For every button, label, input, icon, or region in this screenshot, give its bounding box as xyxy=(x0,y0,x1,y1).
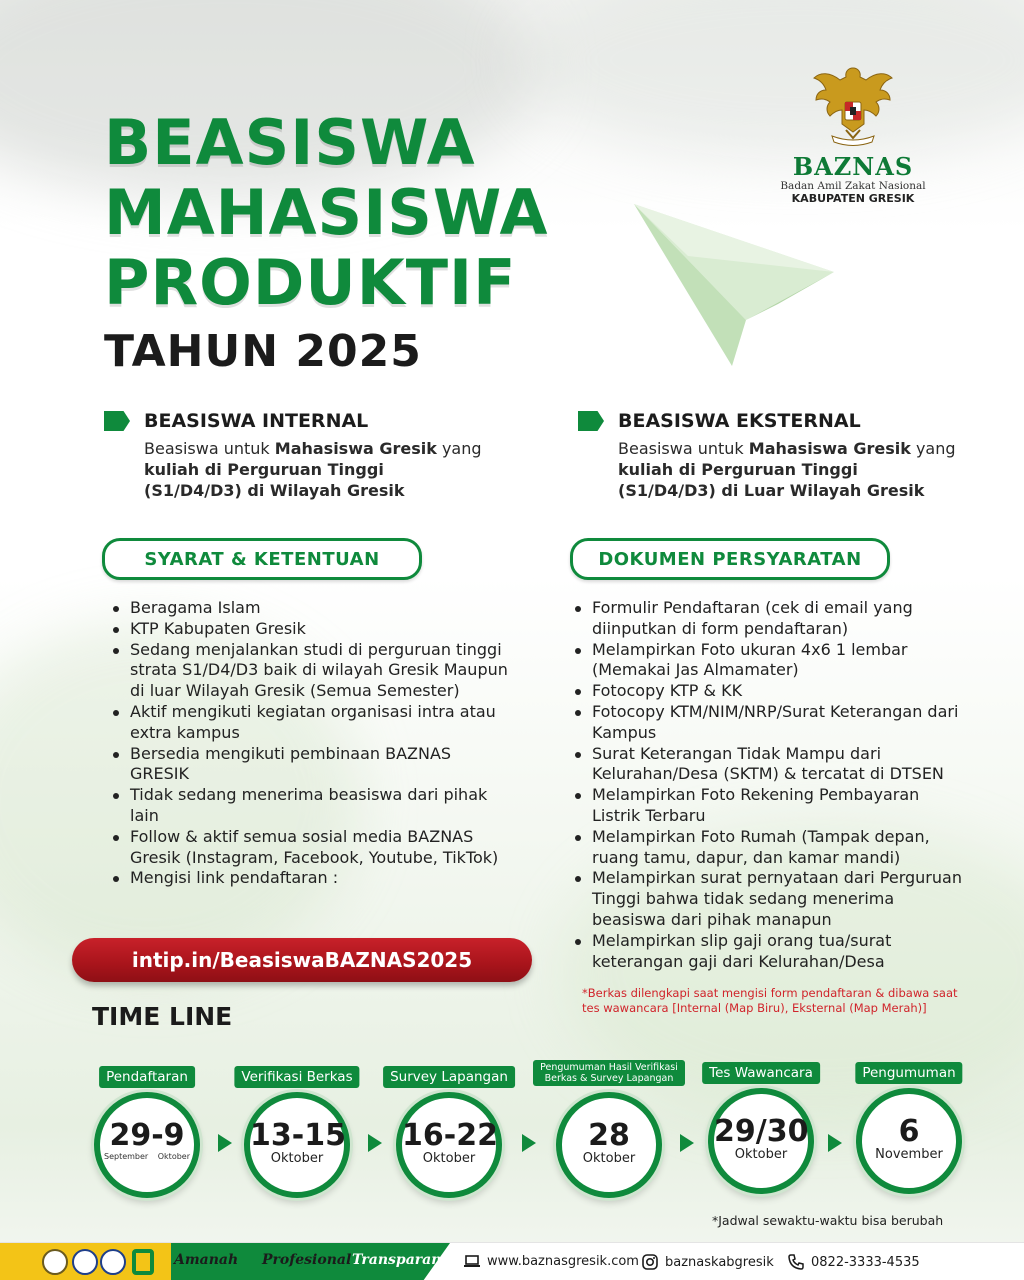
page-title xyxy=(104,108,624,318)
timeline-arrow-icon xyxy=(828,1134,842,1152)
list-item: Fotocopy KTP & KK xyxy=(570,681,970,702)
stage-date: 29-9 xyxy=(109,1118,185,1153)
stage-month: Oktober xyxy=(734,1147,788,1162)
stage-date: 16-22 xyxy=(402,1118,498,1153)
list-item: Melampirkan Foto Rekening Pembayaran Listrik Terbaru xyxy=(570,785,970,827)
dokumen-header: DOKUMEN PERSYARATAN xyxy=(570,538,890,580)
stage-date: 6 xyxy=(898,1114,920,1149)
timeline-stage-verifikasi xyxy=(232,1062,362,1202)
stage-date: 29/30 xyxy=(714,1114,809,1149)
stage-month: November xyxy=(875,1147,943,1162)
stage-month: Oktober xyxy=(270,1151,324,1166)
stage-circle xyxy=(708,1088,814,1194)
registration-link[interactable]: intip.in/BeasiswaBAZNAS2025 xyxy=(72,938,532,982)
website-contact[interactable] xyxy=(464,1254,639,1269)
list-item: Melampirkan surat pernyataan dari Perguruan Tinggi bahwa tidak sedang menerima beasiswa dari pihak manapun xyxy=(570,868,970,930)
list-item: Melampirkan Foto Rumah (Tampak depan, ruang tamu, dapur, dan kamar mandi) xyxy=(570,827,970,869)
instagram-icon xyxy=(642,1254,658,1270)
garuda-emblem-icon xyxy=(810,62,896,152)
list-item: Fotocopy KTM/NIM/NRP/Surat Keterangan dari Kampus xyxy=(570,702,970,744)
stage-circle xyxy=(396,1092,502,1198)
timeline-arrow-icon xyxy=(522,1134,536,1152)
timeline-title: TIME LINE xyxy=(92,1002,233,1031)
syarat-list xyxy=(108,598,508,889)
laptop-icon xyxy=(464,1255,480,1268)
list-item: Tidak sedang menerima beasiswa dari pihak lain xyxy=(108,785,508,827)
instagram-text: baznaskabgresik xyxy=(665,1254,774,1270)
stage-circle xyxy=(244,1092,350,1198)
timeline-stage-survey xyxy=(384,1062,514,1202)
scholarship-internal xyxy=(104,410,482,501)
logo-location: KABUPATEN GRESIK xyxy=(791,192,915,205)
phone-text: 0822-3333-4535 xyxy=(811,1254,920,1270)
timeline-arrow-icon xyxy=(368,1134,382,1152)
footer xyxy=(0,1242,1024,1280)
logo-subtitle: Badan Amil Zakat Nasional xyxy=(780,180,926,192)
title-line: PRODUKTIF xyxy=(104,246,517,319)
stage-label: Pengumuman xyxy=(855,1062,962,1084)
stage-circle xyxy=(856,1088,962,1194)
scholarship-internal-title: BEASISWA INTERNAL xyxy=(144,410,369,432)
motto-profesional: Profesional xyxy=(262,1252,352,1268)
list-item: Aktif mengikuti kegiatan organisasi intra atau extra kampus xyxy=(108,702,508,744)
list-item: Surat Keterangan Tidak Mampu dari Kelurahan/Desa (SKTM) & tercatat di DTSEN xyxy=(570,744,970,786)
title-line: BEASISWA xyxy=(104,106,476,179)
list-item: Melampirkan Foto ukuran 4x6 1 lembar (Memakai Jas Almamater) xyxy=(570,640,970,682)
stage-label: Pendaftaran xyxy=(99,1066,195,1088)
scholarship-internal-desc: Beasiswa untuk Mahasiswa Gresik yang kuliah di Perguruan Tinggi (S1/D4/D3) di Wilayah Gresik xyxy=(144,439,482,500)
list-item: KTP Kabupaten Gresik xyxy=(108,619,508,640)
timeline-arrow-icon xyxy=(680,1134,694,1152)
instagram-contact[interactable] xyxy=(642,1254,774,1270)
tag-icon xyxy=(578,411,604,431)
paper-plane-icon xyxy=(628,196,838,368)
list-item: Bersedia mengikuti pembinaan BAZNAS GRESIK xyxy=(108,744,508,786)
phone-contact[interactable] xyxy=(788,1254,920,1270)
stage-month: Oktober xyxy=(582,1151,636,1166)
logo-name: BAZNAS xyxy=(792,152,914,181)
stage-circle xyxy=(94,1092,200,1198)
title-year: TAHUN 2025 xyxy=(104,326,422,377)
list-item: Mengisi link pendaftaran : xyxy=(108,868,508,889)
stage-label: Pengumuman Hasil Verifikasi Berkas & Survey Lapangan xyxy=(533,1060,685,1086)
certification-badge-icon xyxy=(100,1249,126,1275)
list-item: Sedang menjalankan studi di perguruan tinggi strata S1/D4/D3 baik di wilayah Gresik Maupun di luar Wilayah Gresik (Semua Semester) xyxy=(108,640,508,702)
stage-month-start: September xyxy=(104,1152,149,1161)
dokumen-list xyxy=(570,598,970,972)
stage-month-end: Oktober xyxy=(157,1152,190,1161)
timeline-arrow-icon xyxy=(218,1134,232,1152)
stage-label: Tes Wawancara xyxy=(702,1062,820,1084)
timeline-stage-pengumuman xyxy=(844,1058,974,1198)
website-text: www.baznasgresik.com xyxy=(487,1254,639,1269)
stage-month: Oktober xyxy=(422,1151,476,1166)
stage-label: Verifikasi Berkas xyxy=(234,1066,359,1088)
list-item: Melampirkan slip gaji orang tua/surat keterangan gaji dari Kelurahan/Desa xyxy=(570,931,970,973)
timeline-stage-wawancara xyxy=(696,1058,826,1198)
stage-date: 28 xyxy=(588,1118,630,1153)
scholarship-external-desc: Beasiswa untuk Mahasiswa Gresik yang kuliah di Perguruan Tinggi (S1/D4/D3) di Luar Wilayah Gresik xyxy=(618,439,956,500)
phone-icon xyxy=(788,1254,804,1270)
scholarship-external-title: BEASISWA EKSTERNAL xyxy=(618,410,861,432)
schedule-note: *Jadwal sewaktu-waktu bisa berubah xyxy=(712,1213,944,1228)
documents-note: *Berkas dilengkapi saat mengisi form pendaftaran & dibawa saat tes wawancara [Internal (Map Biru), Eksternal (Map Merah)] xyxy=(582,986,958,1015)
certification-badge-icon xyxy=(72,1249,98,1275)
tag-icon xyxy=(104,411,130,431)
timeline-stage-pengumuman-verifikasi xyxy=(540,1062,678,1202)
scholarship-external xyxy=(578,410,956,501)
list-item: Formulir Pendaftaran (cek di email yang diinputkan di form pendaftaran) xyxy=(570,598,970,640)
stage-date: 13-15 xyxy=(250,1118,346,1153)
list-item: Beragama Islam xyxy=(108,598,508,619)
syarat-header: SYARAT & KETENTUAN xyxy=(102,538,422,580)
title-line: MAHASISWA xyxy=(104,176,549,249)
motto-transparan: Transparan xyxy=(352,1252,442,1268)
stage-label: Survey Lapangan xyxy=(383,1066,515,1088)
stage-circle xyxy=(556,1092,662,1198)
brand-mark-icon xyxy=(132,1249,154,1275)
baznas-logo xyxy=(778,62,928,205)
timeline-stage-pendaftaran xyxy=(82,1062,212,1202)
list-item: Follow & aktif semua sosial media BAZNAS Gresik (Instagram, Facebook, Youtube, TikTok) xyxy=(108,827,508,869)
motto-amanah: Amanah xyxy=(174,1252,239,1268)
certification-badge-icon xyxy=(42,1249,68,1275)
